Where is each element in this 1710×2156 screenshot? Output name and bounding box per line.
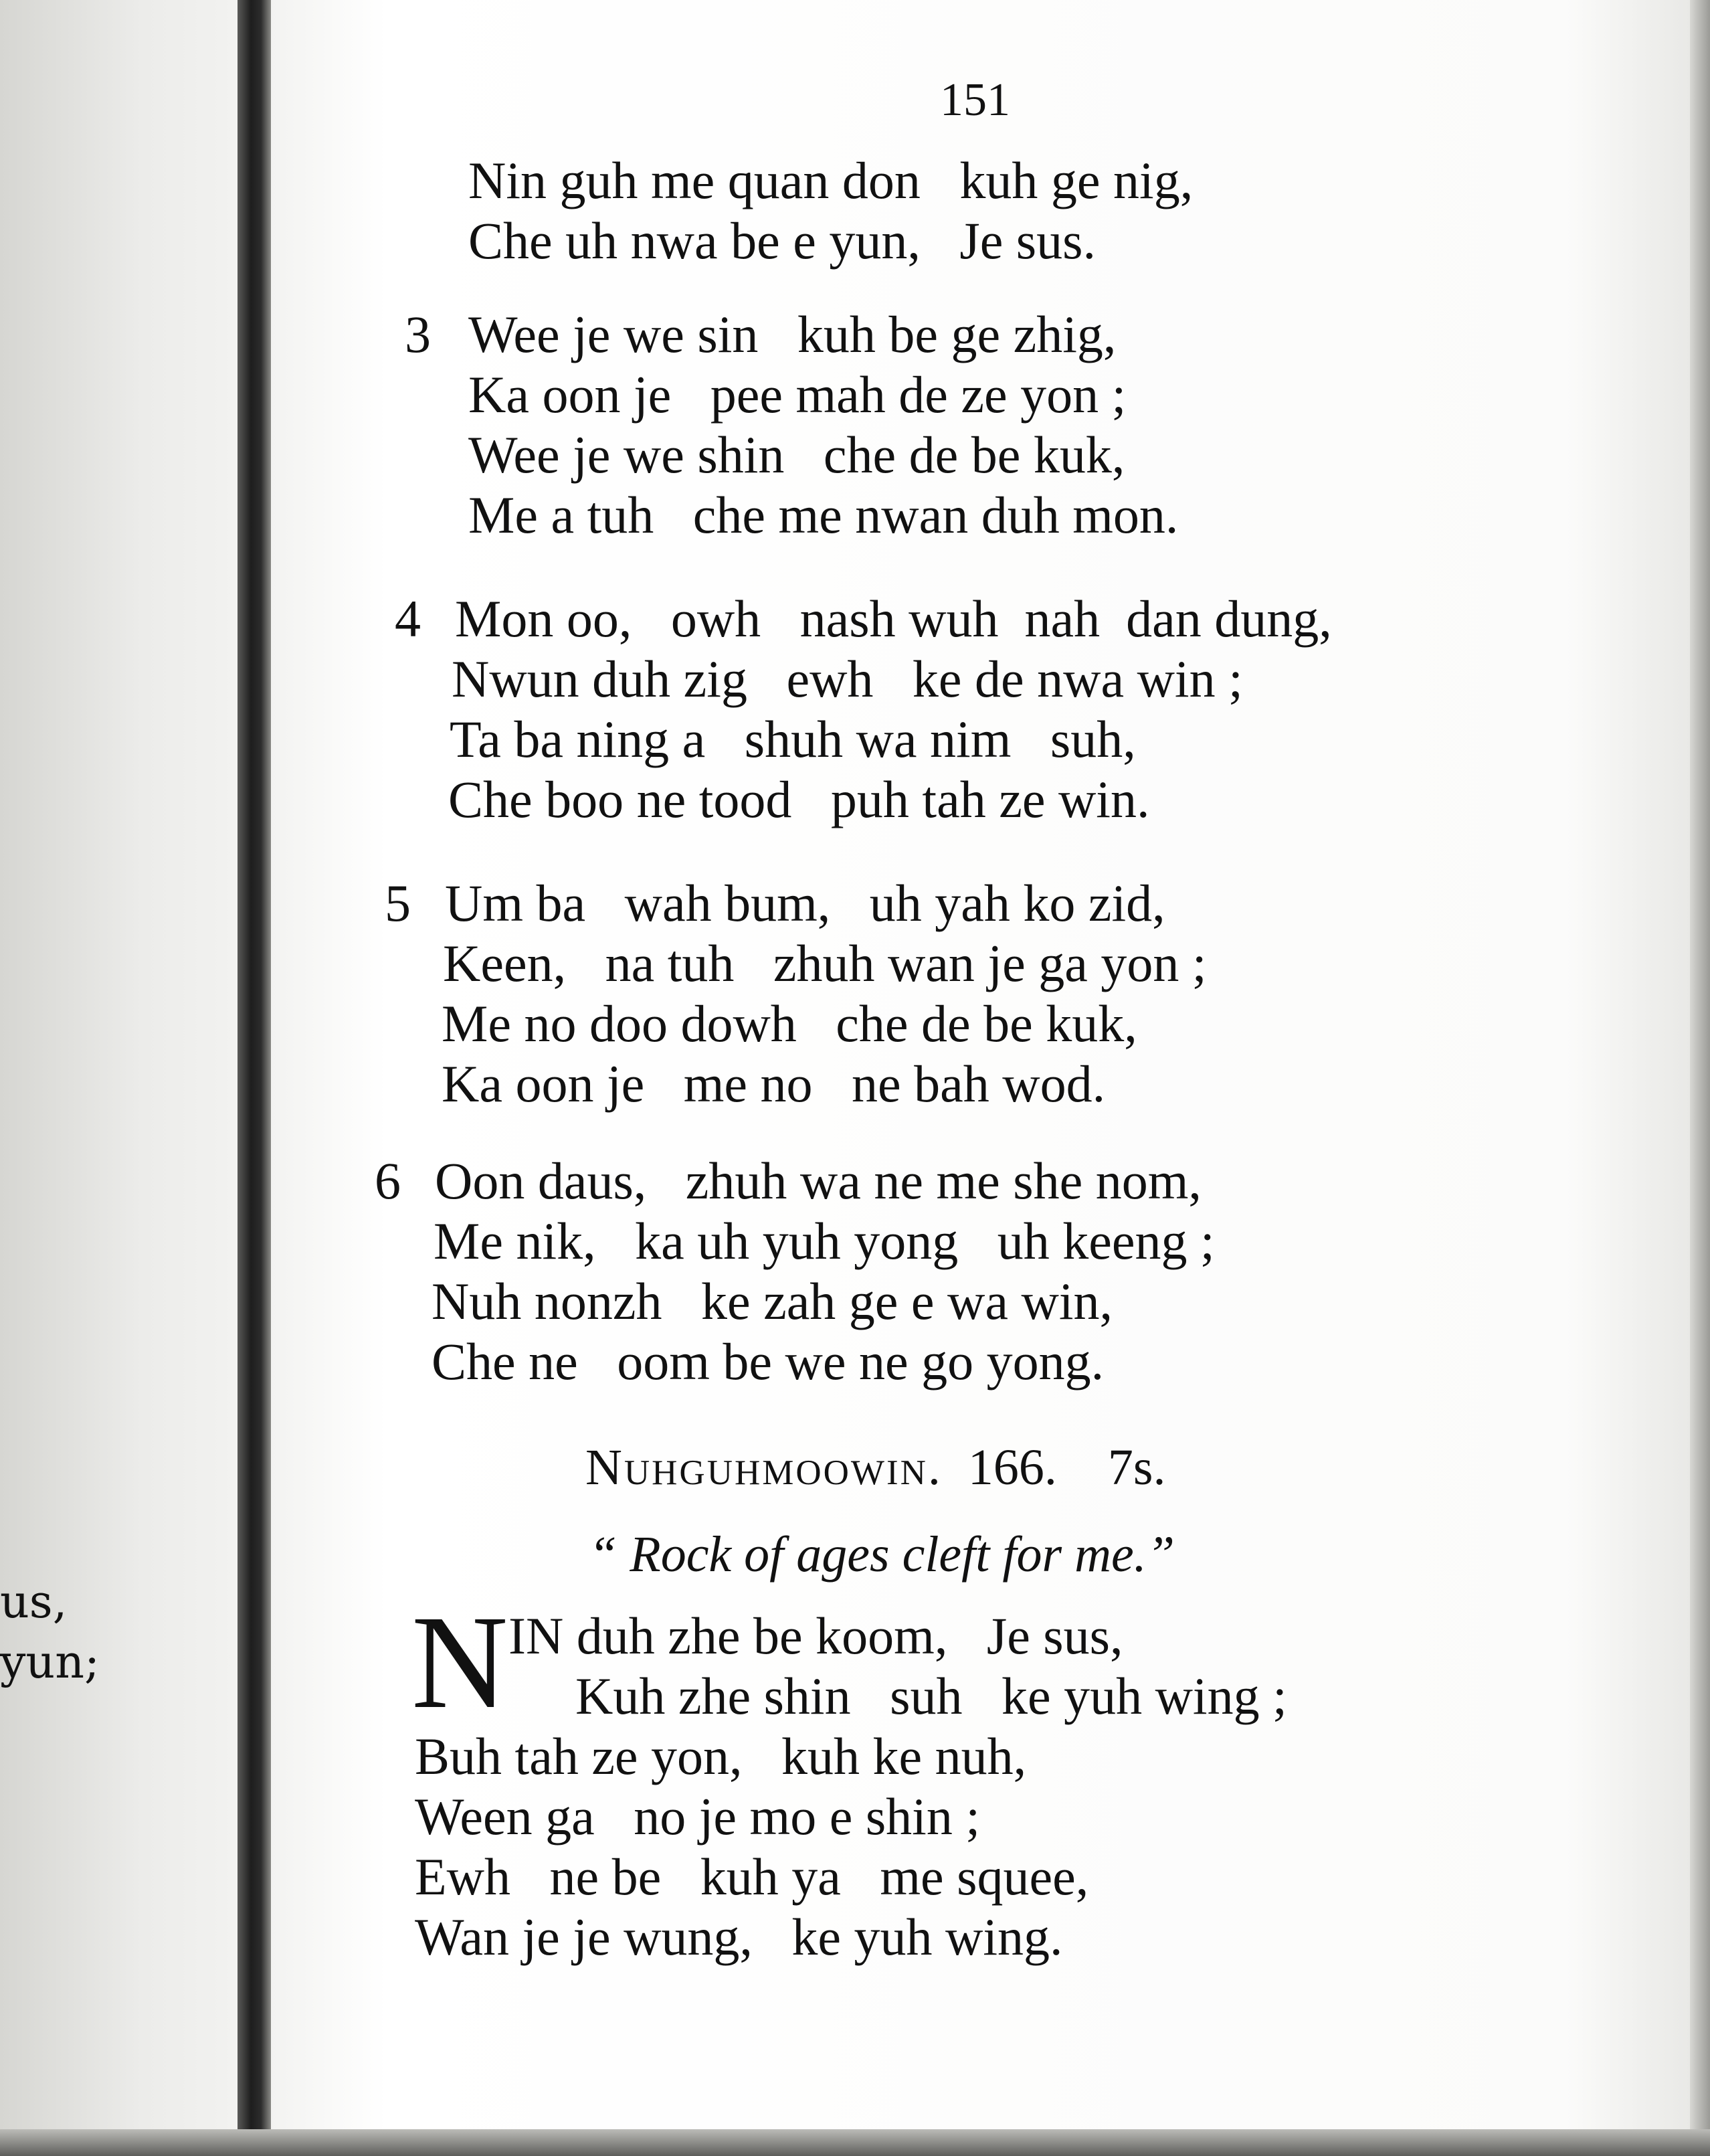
hymn-line: Wan je je wung, ke yuh wing. xyxy=(415,1908,1063,1966)
verse-line: Wee je we shin che de be kuk, xyxy=(468,426,1125,484)
hymn-line: IN duh zhe be koom, Je sus, xyxy=(508,1607,1123,1665)
hymn-heading-word: Nuhguhmoowin. xyxy=(585,1439,943,1496)
left-page-fragment: yun; xyxy=(0,1636,100,1689)
verse-number: 5 xyxy=(385,874,411,932)
verse-number: 4 xyxy=(395,590,421,648)
verse-line: Um ba wah bum, uh yah ko zid, xyxy=(445,874,1165,932)
hymn-number: 166. xyxy=(967,1439,1057,1496)
continuation-line: Che uh nwa be e yun, Je sus. xyxy=(468,211,1097,270)
continuation-line: Nin guh me quan don kuh ge nig, xyxy=(468,151,1194,209)
verse-line: Nuh nonzh ke zah ge e wa win, xyxy=(432,1272,1113,1330)
book-gutter xyxy=(238,0,271,2156)
left-page xyxy=(0,0,238,2156)
verse-line: Che boo ne tood puh tah ze win. xyxy=(448,770,1150,828)
hymn-line: Ewh ne be kuh ya me squee, xyxy=(415,1848,1089,1906)
hymn-line: Buh tah ze yon, kuh ke nuh, xyxy=(415,1727,1027,1785)
verse-line: Keen, na tuh zhuh wan je ga yon ; xyxy=(443,934,1207,992)
verse-line: Ka oon je pee mah de ze yon ; xyxy=(468,365,1127,424)
verse-line: Wee je we sin kuh be ge zhig, xyxy=(468,305,1117,363)
verse-line: Mon oo, owh nash wuh nah dan dung, xyxy=(455,590,1332,648)
verse-line: Me no doo dowh che de be kuk, xyxy=(442,994,1137,1053)
drop-cap: N xyxy=(411,1589,508,1736)
hymn-heading xyxy=(585,1439,1165,1497)
hymn-line: Ween ga no je mo e shin ; xyxy=(415,1787,981,1846)
verse-line: Me nik, ka uh yuh yong uh keeng ; xyxy=(434,1212,1215,1270)
page-number: 151 xyxy=(940,74,1010,126)
left-page-fragment: us, xyxy=(0,1576,68,1629)
verse-line: Ka oon je me no ne bah wod. xyxy=(442,1055,1106,1113)
verse-number: 3 xyxy=(405,305,431,363)
verse-number: 6 xyxy=(375,1152,401,1210)
verse-line: Oon daus, zhuh wa ne me she nom, xyxy=(435,1152,1202,1210)
page-edge xyxy=(1690,0,1710,2156)
bottom-edge xyxy=(0,2129,1710,2156)
verse-line: Ta ba ning a shuh wa nim suh, xyxy=(450,710,1136,768)
verse-line: Me a tuh che me nwan duh mon. xyxy=(468,486,1179,544)
verse-line: Che ne oom be we ne go yong. xyxy=(432,1332,1105,1390)
hymn-meter: 7s. xyxy=(1107,1439,1166,1496)
hymn-line: Kuh zhe shin suh ke yuh wing ; xyxy=(575,1667,1287,1725)
verse-line: Nwun duh zig ewh ke de nwa win ; xyxy=(452,650,1243,708)
tune-title: “ Rock of ages cleft for me.” xyxy=(589,1526,1175,1583)
